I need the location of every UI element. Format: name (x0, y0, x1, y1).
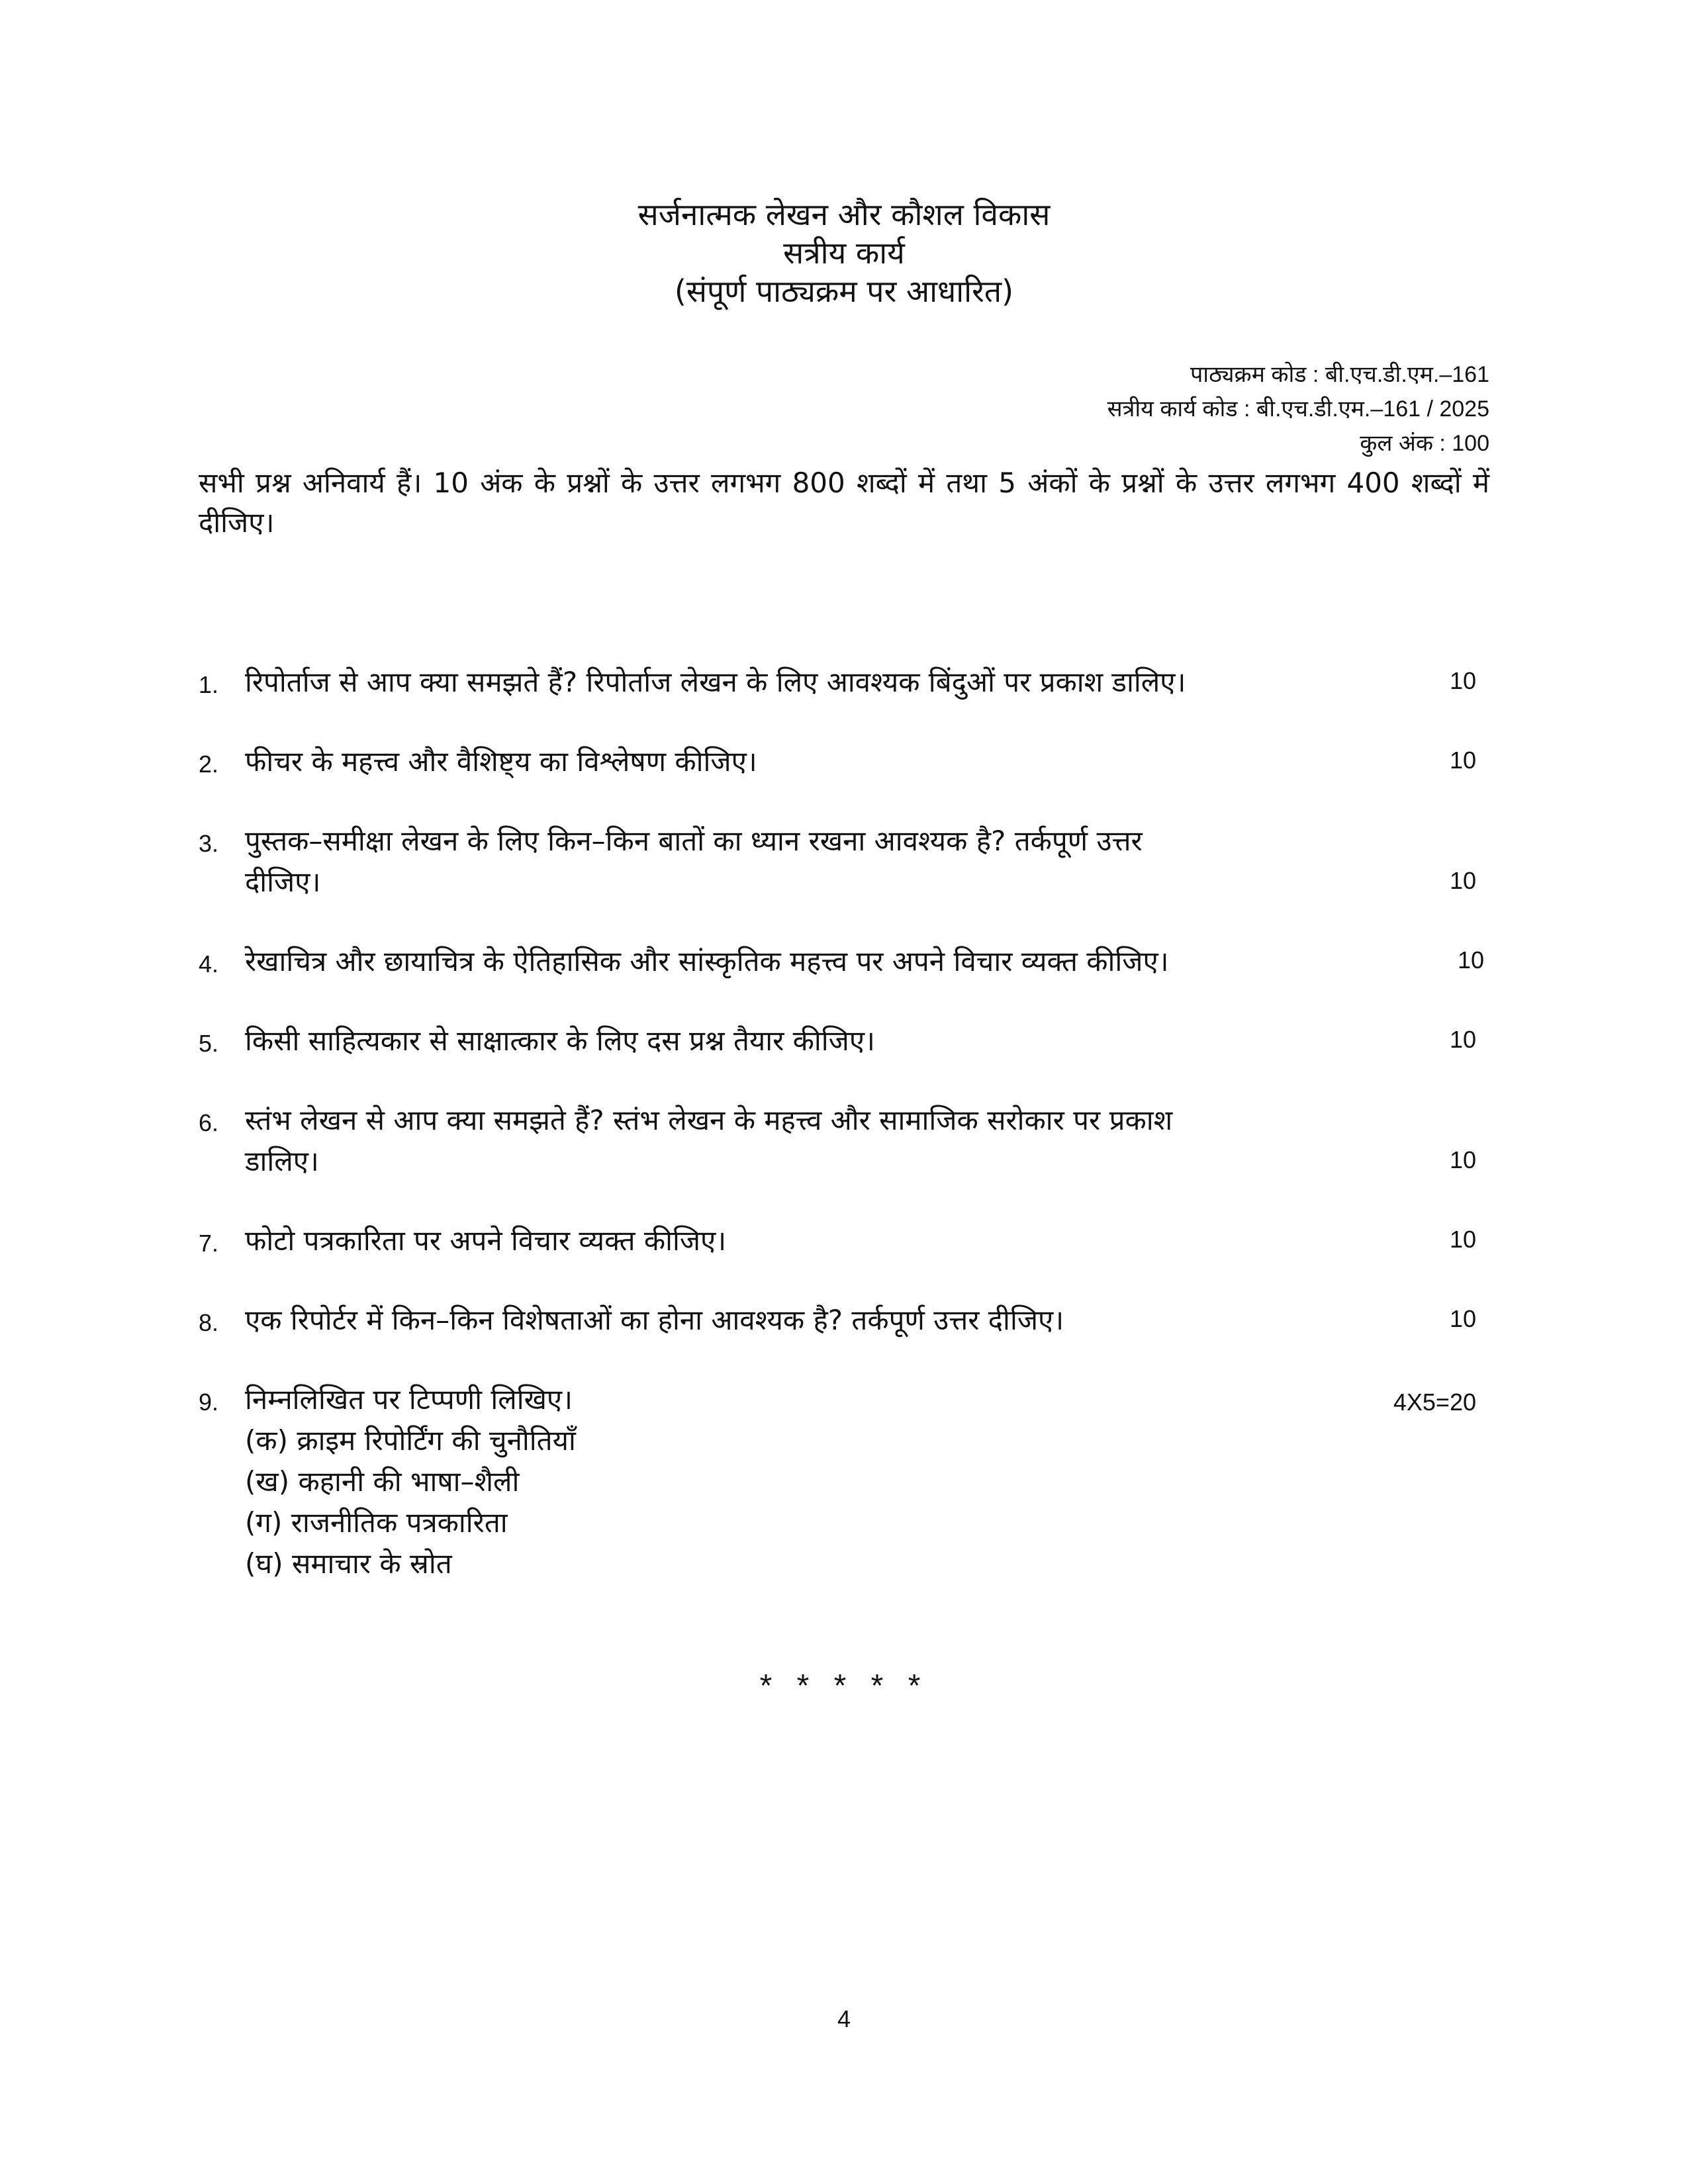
question-marks: 10 (1449, 1146, 1476, 1173)
question-text: एक रिपोर्टर में किन–किन विशेषताओं का होना आवश्यक है? तर्कपूर्ण उत्तर दीजिए। (245, 1304, 1064, 1336)
question-number: 8. (199, 1309, 219, 1336)
question-number: 4. (199, 950, 219, 978)
question-marks: 10 (1449, 667, 1476, 694)
question-marks: 10 (1449, 1305, 1476, 1332)
question-text: फोटो पत्रकारिता पर अपने विचार व्यक्त कीजिए। (245, 1224, 727, 1257)
sub-item: (ख) कहानी की भाषा–शैली (245, 1465, 520, 1498)
question-text: निम्नलिखित पर टिप्पणी लिखिए। (245, 1383, 573, 1416)
question-text: रिपोर्ताज से आप क्या समझते हैं? रिपोर्ताज लेखन के लिए आवश्यक बिंदुओं पर प्रकाश डालिए। (245, 666, 1186, 698)
assignment-code: सत्रीय कार्य कोड : बी.एच.डी.एम.–161 / 2025 (1107, 396, 1489, 422)
document-basis: (संपूर्ण पाठ्यक्रम पर आधारित) (674, 273, 1014, 309)
question-marks: 10 (1457, 946, 1484, 974)
sub-item: (क) क्राइम रिपोर्टिंग की चुनौतियाँ (245, 1424, 576, 1457)
question-number: 6. (199, 1109, 219, 1136)
question-text: किसी साहित्यकार से साक्षात्कार के लिए दस प्रश्न तैयार कीजिए। (245, 1024, 875, 1057)
end-mark: * * * * * (759, 1668, 929, 1704)
question-number: 9. (199, 1388, 219, 1416)
sub-item: (ग) राजनीतिक पत्रकारिता (245, 1506, 508, 1539)
course-code: पाठ्यक्रम कोड : बी.एच.डी.एम.–161 (1190, 362, 1489, 387)
document-title: सर्जनात्मक लेखन और कौशल विकास (637, 197, 1051, 232)
page-number: 4 (837, 2005, 851, 2032)
sub-item-list (245, 1420, 1344, 1584)
question-number: 1. (199, 671, 219, 698)
question-number: 3. (199, 830, 219, 857)
question-number: 7. (199, 1230, 219, 1257)
question-number: 2. (199, 751, 219, 778)
document-subtitle: सत्रीय कार्य (783, 235, 905, 271)
question-marks: 10 (1449, 1226, 1476, 1253)
question-marks: 10 (1449, 867, 1476, 894)
question-item (199, 1300, 1489, 1341)
question-item (199, 1021, 1489, 1062)
question-item (199, 662, 1489, 703)
question-marks: 10 (1449, 1026, 1476, 1053)
meta-block (1107, 357, 1489, 461)
instructions: सभी प्रश्न अनिवार्य हैं। 10 अंक के प्रश्नों के उत्तर लगभग 800 शब्दों में तथा 5 अंकों के प्रश्नों के उत्तर लगभग 400 शब्दों में दीजिए। (199, 467, 1489, 539)
question-marks: 4X5=20 (1393, 1388, 1476, 1416)
question-item (199, 941, 1489, 982)
question-text: स्तंभ लेखन से आप क्या समझते हैं? स्तंभ लेखन के महत्त्व और सामाजिक सरोकार पर प्रकाश डालिए। (245, 1104, 1173, 1177)
question-number: 5. (199, 1030, 219, 1057)
question-item (199, 821, 1489, 903)
sub-item: (घ) समाचार के स्रोत (245, 1547, 452, 1580)
question-item (199, 741, 1489, 782)
question-item (199, 1379, 1489, 1584)
question-text: रेखाचित्र और छायाचित्र के ऐतिहासिक और सांस्कृतिक महत्त्व पर अपने विचार व्यक्त कीजिए। (245, 945, 1169, 978)
question-marks: 10 (1449, 747, 1476, 774)
question-list (199, 662, 1489, 1584)
total-marks: कुल अंक : 100 (1360, 431, 1489, 456)
question-item (199, 1220, 1489, 1261)
question-text: फीचर के महत्त्व और वैशिष्ट्य का विश्लेषण कीजिए। (245, 745, 757, 778)
title-block (0, 195, 1688, 310)
question-text: पुस्तक–समीक्षा लेखन के लिए किन–किन बातों का ध्यान रखना आवश्यक है? तर्कपूर्ण उत्तर दीजिए। (245, 825, 1143, 898)
question-item (199, 1100, 1489, 1182)
